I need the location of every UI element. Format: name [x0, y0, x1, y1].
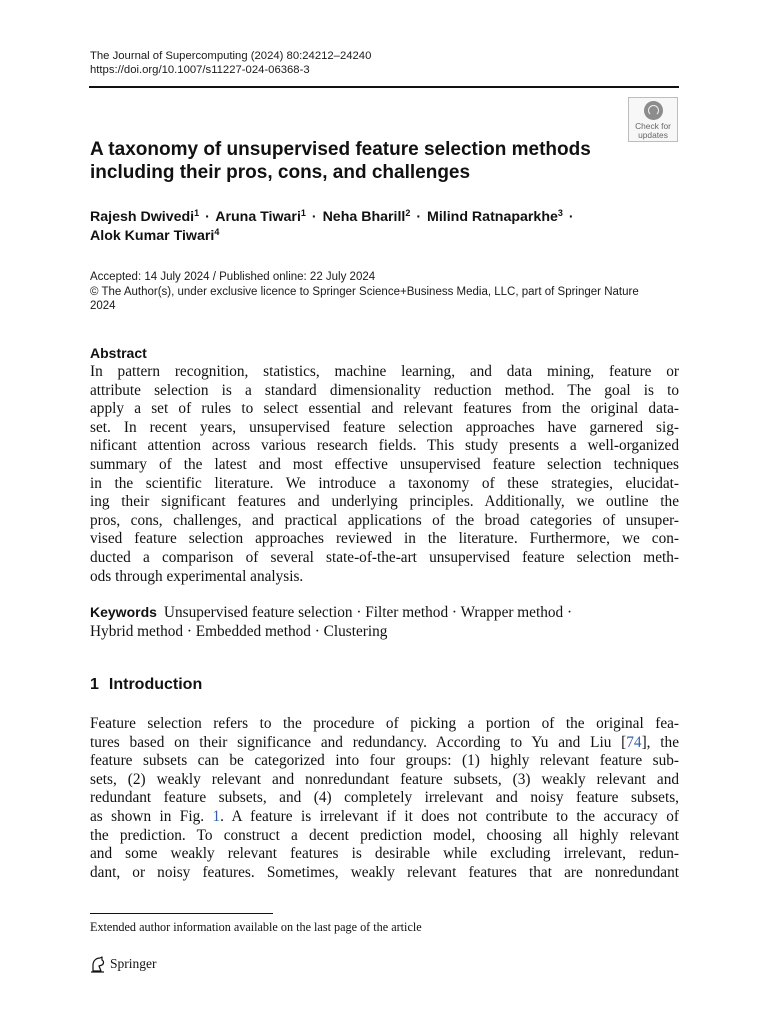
- author-name-text: Rajesh Dwivedi: [90, 209, 195, 225]
- abstract-line: In pattern recognition, statistics, machine learning, and data mining, feature or: [90, 363, 679, 380]
- keywords-line: [90, 603, 679, 622]
- footnote-rule: [90, 913, 273, 914]
- intro-line: [90, 734, 679, 753]
- keywords-line: Hybrid method · Embedded method · Clustering: [90, 623, 388, 640]
- affiliation-marker: 1: [194, 208, 200, 218]
- intro-line: and some weakly relevant features is desirable while excluding irrelevant, redun-: [90, 845, 679, 863]
- intro-line: feature subsets can be categorized into four groups: (1) highly relevant feature sub-: [90, 752, 679, 770]
- title-line: including their pros, cons, and challenges: [90, 162, 471, 183]
- author-name-text: Alok Kumar Tiwari: [90, 228, 215, 244]
- author-name[interactable]: [90, 228, 219, 244]
- author-separator: ·: [568, 209, 574, 225]
- paper-title: [90, 138, 620, 184]
- keywords: [90, 603, 679, 641]
- figure-link[interactable]: 1: [212, 807, 221, 825]
- author-name-text: Aruna Tiwari: [215, 209, 301, 225]
- intro-text: . A feature is irrelevant if it does not contribute to the accuracy of: [220, 807, 679, 825]
- section-number: 1: [90, 676, 99, 693]
- footnote: Extended author information available on the last page of the article: [90, 920, 422, 934]
- author-name[interactable]: [215, 209, 306, 225]
- abstract-line: pros, cons, challenges, and practical applications of the broad categories of unsuper-: [90, 511, 679, 529]
- affiliation-marker: 4: [214, 227, 220, 237]
- header-rule: [89, 86, 679, 88]
- author-name[interactable]: [427, 209, 563, 225]
- abstract-line: summary of the latest and most effective unsupervised feature selection techniques: [90, 455, 679, 473]
- intro-line: [90, 808, 679, 827]
- affiliation-marker: 2: [405, 208, 411, 218]
- citation-link[interactable]: 74: [626, 733, 642, 751]
- intro-line: sets, (2) weakly relevant and nonredundant feature subsets, (3) weakly relevant and: [90, 770, 679, 788]
- abstract-line: vised feature selection approaches reviewed in the literature. Furthermore, we con-: [90, 530, 679, 548]
- intro-body: [90, 715, 679, 882]
- intro-text: ], the: [641, 733, 679, 751]
- author-separator: ·: [416, 209, 422, 225]
- abstract-heading: Abstract: [90, 345, 147, 361]
- author-name-text: Milind Ratnaparkhe: [427, 209, 558, 225]
- author-separator: ·: [205, 209, 210, 225]
- abstract-body: [90, 363, 679, 586]
- intro-text: as shown in Fig.: [90, 807, 213, 825]
- abstract-line: attribute selection is a standard dimensionality reduction method. The goal is to: [90, 381, 679, 399]
- abstract-line: nificant attention across various research fields. This study presents a well-organized: [90, 437, 679, 455]
- abstract-line: ducted a comparison of several state-of-the-art unsupervised feature selection meth-: [90, 548, 679, 566]
- author-name[interactable]: [323, 209, 411, 225]
- doi-link[interactable]: https://doi.org/10.1007/s11227-024-06368-3: [90, 64, 310, 76]
- author-separator: ·: [311, 209, 317, 225]
- intro-text: tures based on their significance and redundancy. According to Yu and Liu [: [90, 733, 627, 751]
- section-title: Introduction: [108, 676, 203, 693]
- intro-line: redundant feature subsets, and (4) completely irrelevant and noisy feature subsets,: [90, 789, 679, 807]
- intro-line: dant, or noisy features. Sometimes, weakly relevant features that are nonredundant: [90, 863, 679, 881]
- affiliation-marker: 1: [300, 208, 306, 218]
- affiliation-marker: 3: [557, 208, 563, 218]
- intro-line: the prediction. To construct a decent prediction model, choosing all highly relevant: [90, 826, 679, 844]
- check-for-updates-button[interactable]: [628, 97, 678, 142]
- abstract-line: set. In recent years, unsupervised feature selection approaches have garnered sig-: [90, 418, 679, 436]
- keywords-text: Unsupervised feature selection · Filter method · Wrapper method ·: [163, 604, 573, 621]
- intro-line: Feature selection refers to the procedure of picking a portion of the original fea-: [90, 715, 679, 732]
- author-name-text: Neha Bharill: [322, 209, 406, 225]
- abstract-line: ods through experimental analysis.: [90, 567, 304, 585]
- section-heading: [90, 676, 202, 694]
- publication-dates: Accepted: 14 July 2024 / Published online: 22 July 2024: [90, 271, 376, 283]
- abstract-line: in the scientific literature. We introduce a taxonomy of these strategies, elucidat-: [90, 474, 679, 492]
- author-list: [90, 208, 650, 246]
- title-line: A taxonomy of unsupervised feature selection methods: [90, 139, 591, 160]
- abstract-line: ing their significant features and underlying principles. Additionally, we outline the: [90, 493, 679, 511]
- keywords-label: Keywords: [90, 604, 157, 620]
- publisher-name: Springer: [110, 956, 157, 971]
- check-updates-label: Check for: [635, 121, 671, 131]
- copyright-notice: © The Author(s), under exclusive licence to Springer Science+Business Media, LLC, part of Springer Nature: [90, 285, 639, 298]
- author-name[interactable]: [90, 209, 199, 225]
- crossmark-icon: [644, 101, 663, 120]
- springer-horse-icon: [90, 956, 106, 973]
- check-updates-label: updates: [638, 130, 668, 140]
- copyright-year: 2024: [90, 300, 116, 312]
- journal-citation: The Journal of Supercomputing (2024) 80:24212–24240: [90, 50, 372, 62]
- abstract-line: apply a set of rules to select essential and relevant features from the original data-: [90, 400, 679, 418]
